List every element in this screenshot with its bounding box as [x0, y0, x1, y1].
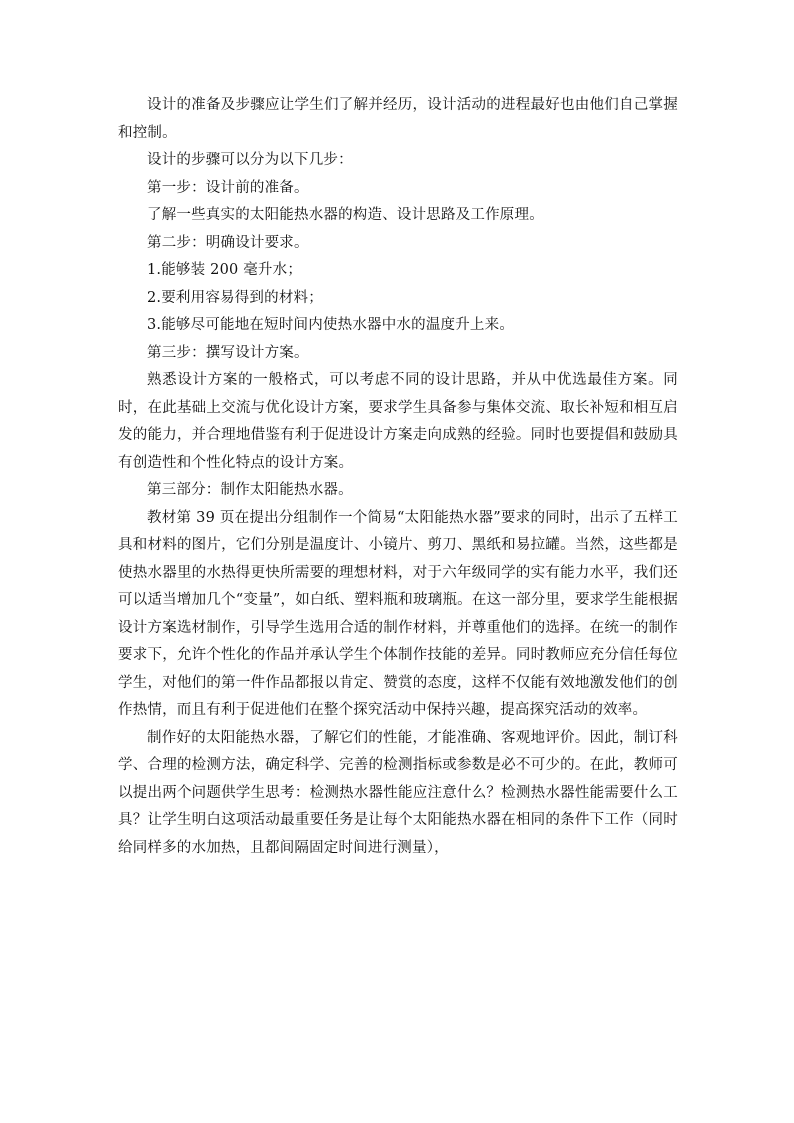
- paragraph-design-plan: 熟悉设计方案的一般格式，可以考虑不同的设计思路，并从中优选最佳方案。同时，在此基础上交流与优化设计方案，要求学生具备参与集体交流、取长补短和相互启发的能力，并合理地借鉴有利于促进设计方案走向成熟的经验。同时也要提倡和鼓励具有创造性和个性化特点的设计方案。: [118, 372, 678, 471]
- requirement-item-1: 1.能够装 200 毫升水；: [147, 262, 303, 278]
- requirement-item-3: 3.能够尽可能地在短时间内使热水器中水的温度升上来。: [147, 317, 515, 333]
- paragraph-textbook-materials: 教材第 39 页在提出分组制作一个简易“太阳能热水器”要求的同时，出示了五样工具和材料的图片，它们分别是温度计、小镜片、剪刀、黑纸和易拉罐。当然，这些都是使热水器里的水热得更快所需要的理想材料，对于六年级同学的实有能力水平，我们还可以适当增加几个“变量”，如白纸、塑料瓶和玻璃瓶。在这一部分里，要求学生能根据设计方案选材制作，引导学生选用合适的制作材料，并尊重他们的选择。在统一的制作要求下，允许个性化的作品并承认学生个体制作技能的差异。同时教师应充分信任每位学生，对他们的第一件作品都报以肯定、赞赏的态度，这样不仅能有效地激发他们的创作热情，而且有利于促进他们在整个探究活动中保持兴趣，提高探究活动的效率。: [118, 509, 678, 718]
- paragraph-design-steps-intro: 设计的步骤可以分为以下几步：: [147, 152, 353, 168]
- heading-step-two: 第二步：明确设计要求。: [147, 234, 309, 251]
- paragraph-design-preparation: 设计的准备及步骤应让学生们了解并经历，设计活动的进程最好也由他们自己掌握和控制。: [118, 97, 678, 141]
- heading-part-three: 第三部分：制作太阳能热水器。: [147, 482, 353, 498]
- heading-step-three: 第三步：撰写设计方案。: [147, 344, 309, 361]
- paragraph-evaluation: 制作好的太阳能热水器，了解它们的性能，才能准确、客观地评价。因此，制订科学、合理的检测方法，确定科学、完善的检测指标或参数是必不可少的。在此，教师可以提出两个问题供学生思考：检测热水器性能应注意什么？检测热水器性能需要什么工具？让学生明白这项活动最重要任务是让每个太阳能热水器在相同的条件下工作（同时给同样多的水加热，且都间隔固定时间进行测量），: [118, 729, 678, 856]
- requirement-item-2: 2.要利用容易得到的材料；: [147, 289, 323, 306]
- document-page: [118, 92, 678, 862]
- heading-step-one: 第一步：设计前的准备。: [147, 179, 309, 196]
- paragraph-understand-heaters: 了解一些真实的太阳能热水器的构造、设计思路及工作原理。: [147, 207, 544, 223]
